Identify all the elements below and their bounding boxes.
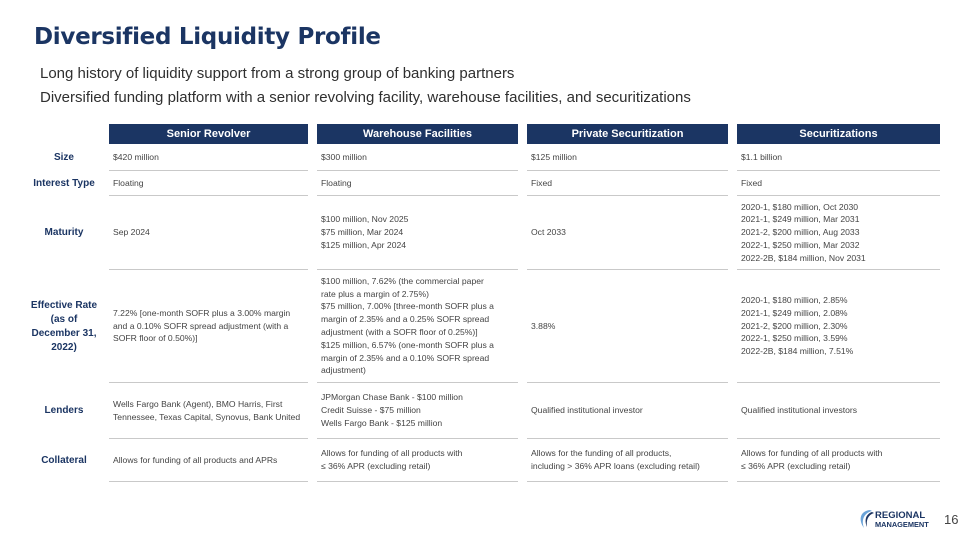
table-row-lenders bbox=[24, 383, 940, 439]
table-cell: Floating bbox=[109, 171, 308, 196]
table-cell: $300 million bbox=[317, 144, 518, 171]
column-header-private-securitization: Private Securitization bbox=[527, 124, 728, 144]
table-cell: $100 million, Nov 2025 $75 million, Mar 2024 $125 million, Apr 2024 bbox=[317, 196, 518, 270]
table-row-effective-rate bbox=[24, 270, 940, 383]
liquidity-table bbox=[24, 124, 940, 482]
table-cell: Sep 2024 bbox=[109, 196, 308, 270]
table-cell: Fixed bbox=[527, 171, 728, 196]
table-cell: Qualified institutional investors bbox=[737, 383, 940, 439]
table-cell: 7.22% [one-month SOFR plus a 3.00% margin and a 0.10% SOFR spread adjustment (with a SOFR floor of 0.50%)] bbox=[109, 270, 308, 383]
row-label: Collateral bbox=[41, 454, 87, 466]
row-label: Size bbox=[53, 151, 74, 163]
table-cell: Allows for funding of all products and APRs bbox=[109, 439, 308, 482]
table-cell: Qualified institutional investor bbox=[527, 383, 728, 439]
svg-text:MANAGEMENT: MANAGEMENT bbox=[875, 520, 929, 529]
table-cell: Wells Fargo Bank (Agent), BMO Harris, First Tennessee, Texas Capital, Synovus, Bank United bbox=[109, 383, 308, 439]
table-cell: Floating bbox=[317, 171, 518, 196]
regional-management-logo bbox=[858, 508, 942, 530]
page-number: 16 bbox=[944, 512, 959, 527]
svg-text:REGIONAL: REGIONAL bbox=[875, 510, 926, 521]
table-cell: 2020-1, $180 million, Oct 2030 2021-1, $249 million, Mar 2031 2021-2, $200 million, Aug 2033 2022-1, $250 million, Mar 2032 2022-2B, $184 million, Nov 2031 bbox=[737, 196, 940, 270]
summary-item: Long history of liquidity support from a strong group of banking partners bbox=[40, 65, 515, 82]
table-row-interest-type bbox=[24, 171, 940, 196]
table-row-collateral bbox=[24, 439, 940, 482]
table-cell: $1.1 billion bbox=[737, 144, 940, 171]
table-cell: JPMorgan Chase Bank - $100 million Credit Suisse - $75 million Wells Fargo Bank - $125 million bbox=[317, 383, 518, 439]
row-label: Maturity bbox=[44, 227, 84, 238]
table-cell: Oct 2033 bbox=[527, 196, 728, 270]
table-cell: $125 million bbox=[527, 144, 728, 171]
table-cell: Fixed bbox=[737, 171, 940, 196]
table-cell: $420 million bbox=[109, 144, 308, 171]
column-header-senior-revolver: Senior Revolver bbox=[109, 124, 308, 144]
column-header-warehouse-facilities: Warehouse Facilities bbox=[317, 124, 518, 144]
table-cell: Allows for funding of all products with ≤ 36% APR (excluding retail) bbox=[317, 439, 518, 482]
row-label: Effective Rate (as of December 31, 2022) bbox=[30, 299, 98, 353]
row-label: Lenders bbox=[44, 405, 84, 416]
summary-list bbox=[40, 62, 691, 110]
table-cell: Allows for the funding of all products, including > 36% APR loans (excluding retail) bbox=[527, 439, 728, 482]
table-cell: 3.88% bbox=[527, 270, 728, 383]
page-title: Diversified Liquidity Profile bbox=[34, 24, 381, 50]
table-row-maturity bbox=[24, 196, 940, 270]
row-label: Interest Type bbox=[33, 177, 95, 189]
column-header-securitizations: Securitizations bbox=[737, 124, 940, 144]
table-cell: Allows for funding of all products with ≤ 36% APR (excluding retail) bbox=[737, 439, 940, 482]
summary-item: Diversified funding platform with a senior revolving facility, warehouse facilities, and securitizations bbox=[40, 89, 691, 106]
table-cell: $100 million, 7.62% (the commercial paper rate plus a margin of 2.75%) $75 million, 7.00% [three-month SOFR plus a margin of 2.35% and a 0.25% SOFR spread adjustment (with a SOFR floor of 0.25%)] $125 million, 6.57% (one-month SOFR plus a margin of 2.35% and a 0.10% SOFR spread adjustment) bbox=[317, 270, 518, 383]
table-cell: 2020-1, $180 million, 2.85% 2021-1, $249 million, 2.08% 2021-2, $200 million, 2.30% 2022-1, $250 million, 3.59% 2022-2B, $184 million, 7.51% bbox=[737, 270, 940, 383]
table-row-size bbox=[24, 144, 940, 171]
